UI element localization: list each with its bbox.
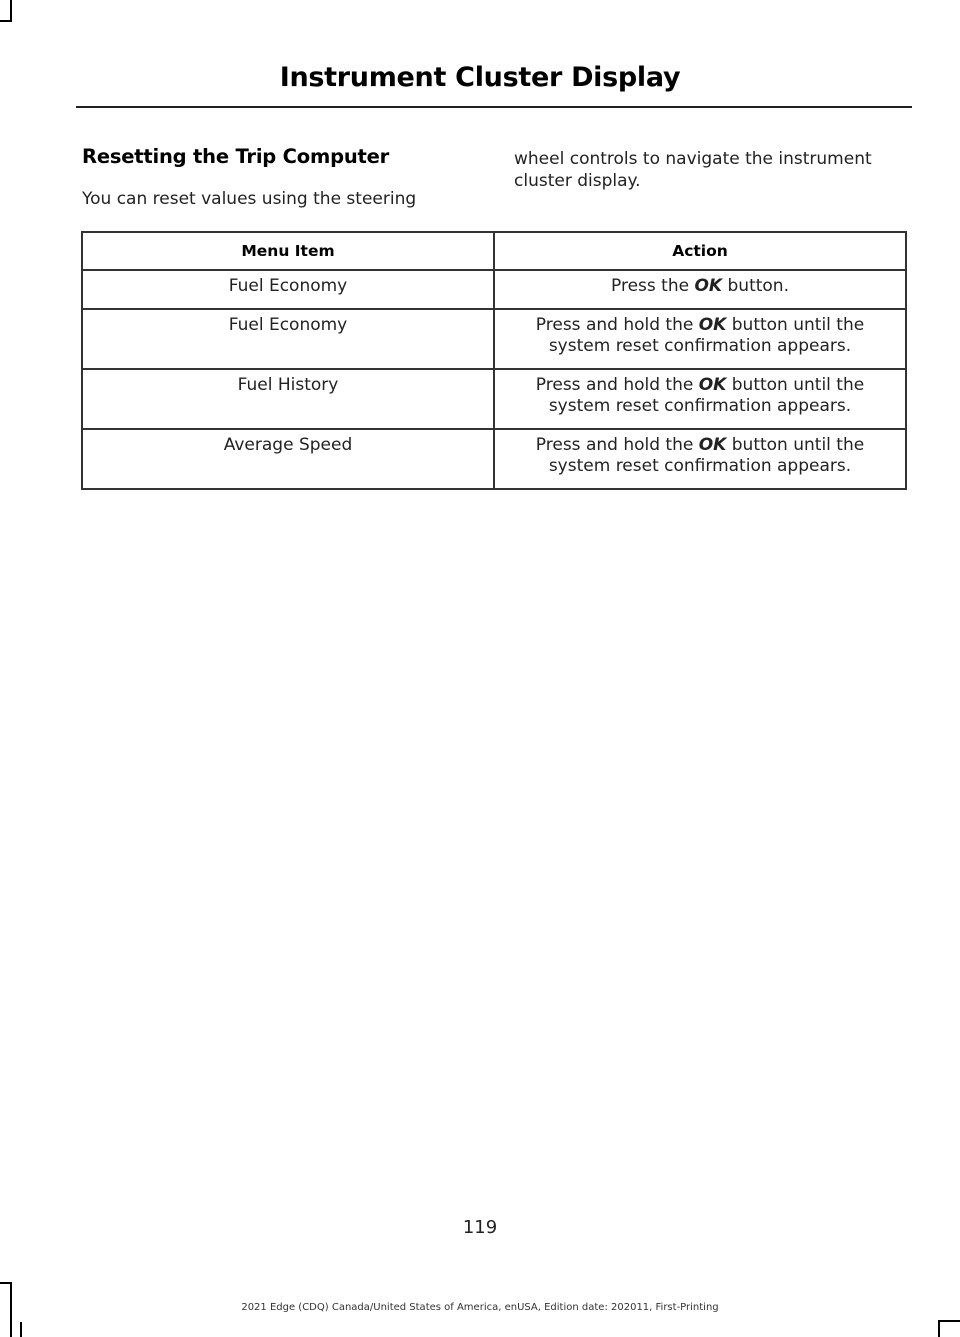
edition-footer: 2021 Edge (CDQ) Canada/United States of America, enUSA, Edition date: 202011, First-Printing <box>241 1302 719 1313</box>
table-header-row <box>82 232 906 270</box>
menu-item-cell: Average Speed <box>82 429 494 489</box>
column-header-action: Action <box>494 232 906 270</box>
crop-mark-right-inner <box>938 1320 960 1322</box>
ok-button-label: OK <box>698 435 727 455</box>
crop-mark-bottom-left-horizontal <box>0 1282 12 1284</box>
crop-mark-top-left-vertical <box>10 0 12 20</box>
page-number: 119 <box>462 1217 498 1238</box>
section-heading: Resetting the Trip Computer <box>82 145 390 168</box>
menu-item-cell: Fuel History <box>82 369 494 429</box>
header-divider <box>76 106 912 108</box>
menu-item-cell: Fuel Economy <box>82 309 494 369</box>
action-text: Press and hold the <box>535 435 699 455</box>
action-text: button. <box>722 276 789 296</box>
table-row <box>82 429 906 489</box>
ok-button-label: OK <box>698 375 727 395</box>
action-cell <box>494 309 906 369</box>
menu-item-cell: Fuel Economy <box>82 270 494 309</box>
crop-mark-bottom-right-vertical <box>938 1322 940 1337</box>
action-cell <box>494 429 906 489</box>
action-text: Press and hold the <box>535 375 699 395</box>
action-text: Press the <box>611 276 695 296</box>
crop-mark-bottom-left-inner <box>20 1322 22 1337</box>
action-text: button until the system reset confirmation appears. <box>548 435 865 476</box>
reset-table <box>81 231 907 490</box>
action-cell <box>494 270 906 309</box>
table-row <box>82 309 906 369</box>
intro-text-part-1: You can reset values using the steering <box>82 189 417 209</box>
table-row <box>82 369 906 429</box>
ok-button-label: OK <box>694 276 723 296</box>
action-text: Press and hold the <box>535 315 699 335</box>
column-header-menu-item: Menu Item <box>82 232 494 270</box>
intro-text-part-2: wheel controls to navigate the instrument cluster display. <box>514 149 872 191</box>
crop-mark-top-left-horizontal <box>0 20 12 22</box>
action-text: button until the system reset confirmation appears. <box>548 375 865 416</box>
action-cell <box>494 369 906 429</box>
page-title: Instrument Cluster Display <box>279 62 681 93</box>
table-row <box>82 270 906 309</box>
ok-button-label: OK <box>698 315 727 335</box>
action-text: button until the system reset confirmation appears. <box>548 315 865 356</box>
